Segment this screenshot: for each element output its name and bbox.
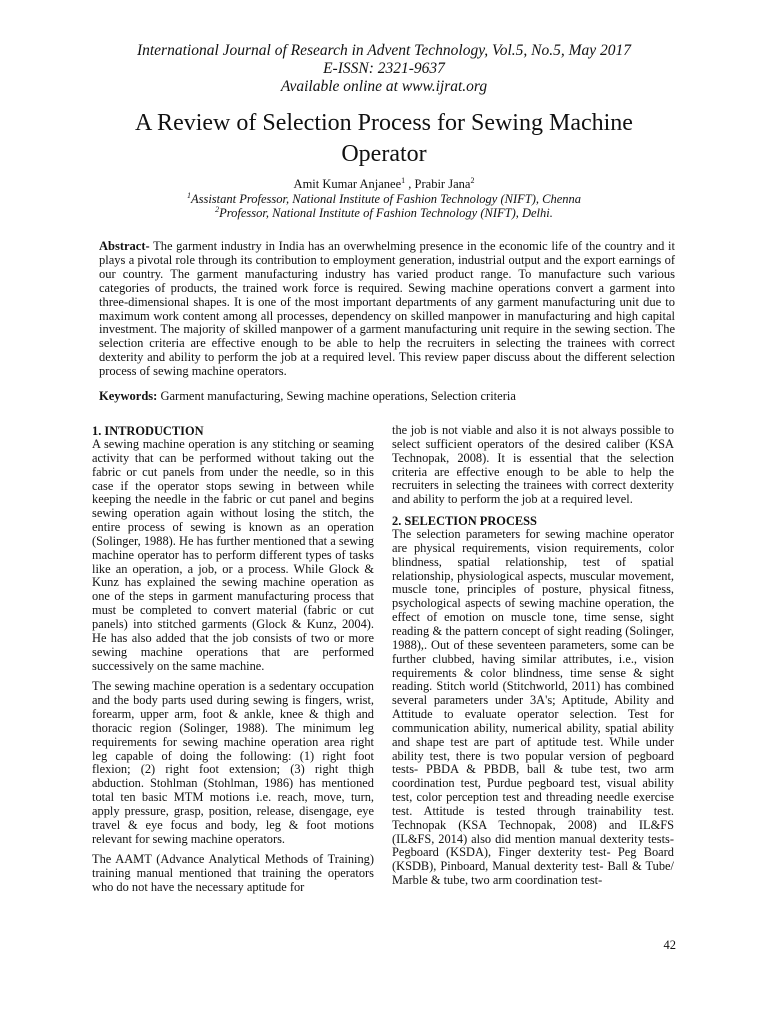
keywords-label: Keywords: [99, 389, 158, 403]
section-heading-introduction: 1. INTRODUCTION [92, 424, 204, 438]
paragraph: the job is not viable and also it is not always possible to select sufficient operators of the desired caliber (KSA Technopak, 2008). It is essential that the selection criteria are effective enough to be able to help the recruiters in selecting the trainees with correct dexterity and ability to perform the job at a required level. [392, 423, 674, 507]
journal-website: Available online at www.ijrat.org [280, 78, 488, 95]
author-name: Prabir Jana [414, 177, 471, 191]
affiliation-mark: 1 [186, 190, 191, 200]
paragraph: A sewing machine operation is any stitching or seaming activity that can be performed without taking out the fabric or cut panels from under the needle, so in this case if the operator stops sewing in between while keeping the needle in the fabric or cut panel and begins sewing operation again without losing the stitch, the entire process of sewing is known as an operation (Solinger, 1988). He has further mentioned that a sewing machine operator has to perform different types of tasks like an operation, a job, or a process. While Glock & Kunz has explained the sewing machine operation as one of the steps in garment manufacturing process that must be completed to convert material (fabric or cut panels) into stitched garments (Glock & Kunz, 2004). He has also added that the job consists of two or more sewing machine operations that are performed successively on the same machine. [92, 437, 374, 673]
paper-title [60, 108, 708, 170]
paper-title-line2: Operator [341, 141, 427, 167]
left-column [92, 424, 374, 902]
keywords [99, 389, 675, 403]
journal-citation: International Journal of Research in Advent Technology, Vol.5, No.5, May 2017 [136, 42, 632, 59]
affiliation-line [60, 206, 708, 220]
author-name: Amit Kumar Anjanee [293, 177, 402, 191]
affiliation-text: Professor, National Institute of Fashion Technology (NIFT), Delhi. [219, 206, 553, 220]
right-column [392, 424, 674, 895]
affiliation-mark: 2 [215, 204, 220, 214]
paper-title-line1: A Review of Selection Process for Sewing Machine [135, 110, 633, 136]
paragraph: The AAMT (Advance Analytical Methods of Training) training manual mentioned that training the operators who do not have the necessary aptitude for [92, 852, 374, 895]
paragraph: The selection parameters for sewing machine operator are physical requirements, vision requirements, color blindness, spatial relationship, test of spatial relationship, physiological aspects, muscular movement, muscle tone, principles of posture, physical fitness, psychological aspects of sewing machine operation, the effect of emotion on muscle tone, time sense, sight reading & the pattern concept of sight reading (Solinger, 1988),. Out of these seventeen parameters, some can be further clubbed, having similar attributes, i.e., vision requirements & color blindness, time sense & sight reading. Stitch world (Stitchworld, 2011) has combined several parameters under 3A's; Aptitude, Ability and Attitude to evaluate operator selection. Test for communication ability, numerical ability, spatial ability and shape test are part of aptitude test. While under ability test, there is two popular version of pegboard tests- PBDA & PBDB, ball & tube test, two arm coordination test, Purdue pegboard test, visual ability test, color perception test and threading needle exercise test. Attitude is tested through trainability test. Technopak (KSA Technopak, 2008) and IL&FS (IL&FS, 2014) also did mention manual dexterity tests- Pegboard (KSDA), Finger dexterity test- Peg Board (KSDB), Pinboard, Manual dexterity test- Ball & Tube/ Marble & tube, two arm coordination test- [392, 527, 674, 888]
abstract-text: The garment industry in India has an overwhelming presence in the economic life of the country and it plays a pivotal role through its contribution to employment generation, industrial output and the export earnings of our country. The garment manufacturing industry has varied product range. To manufacture such various categories of products, the trained work force is required. Sewing machine operations convert a garment into three-dimensional shapes. It is one of the most important departments of any garment manufacturing unit due to maximum work content among all processes, dependency on skilled manpower in manufacturing and high capital investment. The majority of skilled manpower of a garment manufacturing unit require in the sewing section. The selection criteria are effective enough to be able to help the recruiters in selecting the trainees with correct dexterity and ability to perform the job at a required level. This review paper discuss about the different selection process of sewing machine operators. [99, 239, 675, 379]
author-affiliation-mark: 1 [401, 175, 406, 185]
abstract-label: Abstract- [99, 239, 150, 253]
paragraph: The sewing machine operation is a sedentary occupation and the body parts used during sewing is fingers, wrist, forearm, upper arm, foot & ankle, knee & thigh and thoracic region (Solinger, 1988). The minimum leg requirements for sewing machine operation area right leg capable of doing the following: (1) right foot flexion; (2) right foot extension; (3) right thigh abduction. Stohlman (Stohlman, 1986) has mentioned total ten basic MTM motions i.e. reach, move, turn, apply pressure, grasp, position, release, disengage, eye travel & eye focus and body, leg & foot motions relevant for sewing machine operators. [92, 679, 374, 846]
section-heading-selection-process: 2. SELECTION PROCESS [392, 514, 537, 529]
abstract [99, 240, 675, 379]
affiliation-line [60, 192, 708, 206]
keywords-text: Garment manufacturing, Sewing machine operations, Selection criteria [157, 389, 516, 403]
journal-header [40, 42, 728, 96]
author-list [60, 177, 708, 191]
affiliation-text: Assistant Professor, National Institute of Fashion Technology (NIFT), Chenna [190, 192, 582, 206]
author-separator: , [405, 177, 415, 191]
affiliations [60, 192, 708, 220]
author-affiliation-mark: 2 [470, 175, 475, 185]
journal-eissn: E-ISSN: 2321-9637 [323, 60, 445, 77]
page-number: 42 [663, 938, 676, 952]
